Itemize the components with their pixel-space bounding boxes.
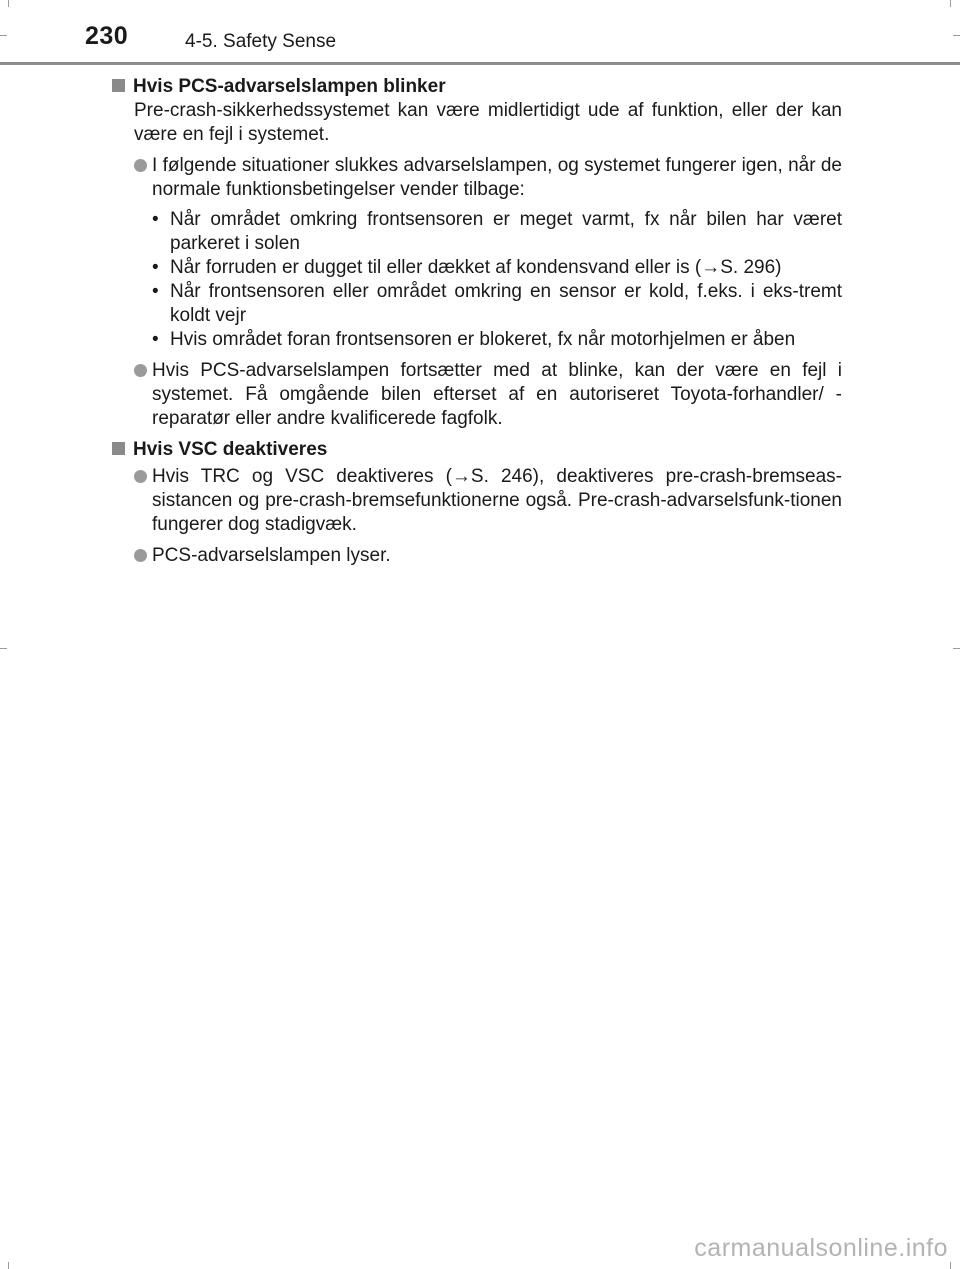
crop-mark	[953, 35, 960, 36]
bullet-text: Hvis PCS-advarselslampen fortsætter med at blinke, kan der være en fejl i systemet. Få omgående bilen efterset af en autoriseret Toyota-forhandler/ -reparatør eller andre kvalificerede fagfolk.	[152, 360, 842, 429]
circle-bullet-icon	[134, 364, 147, 377]
sub-item-text: Når området omkring frontsensoren er meget varmt, fx når bilen har været parkeret i solen	[170, 209, 842, 254]
dot-bullet-icon: •	[152, 281, 159, 302]
sub-list-item	[152, 208, 842, 256]
watermark: carmanualsonline.info	[694, 1234, 948, 1262]
circle-bullet-icon	[134, 549, 147, 562]
sub-item-text: Hvis området foran frontsensoren er blokeret, fx når motorhjelmen er åben	[170, 329, 796, 350]
heading-text: Hvis VSC deaktiveres	[133, 439, 328, 460]
sub-list-item	[152, 280, 842, 328]
circle-bullet-icon	[134, 159, 147, 172]
bullet-text: PCS-advarselslampen lyser.	[152, 545, 391, 566]
list-item	[134, 544, 842, 568]
crop-mark	[0, 648, 7, 649]
sub-item-text: Når frontsensoren eller området omkring en sensor er kold, f.eks. i eks-tremt koldt vejr	[170, 281, 842, 326]
bullet-text: I følgende situationer slukkes advarselslampen, og systemet fungerer igen, når de normale funktionsbetingelser vender tilbage:	[152, 155, 842, 200]
section-title: 4-5. Safety Sense	[185, 31, 337, 52]
heading-vsc-deaktiveres	[112, 438, 842, 462]
list-item	[134, 359, 842, 431]
sub-item-text: Når forruden er dugget til eller dækket af kondensvand eller is (→S. 296)	[170, 257, 782, 278]
sub-list	[152, 208, 842, 352]
dot-bullet-icon: •	[152, 329, 159, 350]
crop-mark	[950, 0, 951, 7]
list-item	[134, 154, 842, 202]
crop-mark	[953, 648, 960, 649]
sub-list-item	[152, 328, 842, 352]
sub-list-item	[152, 256, 842, 280]
page-number: 230	[85, 22, 129, 50]
heading-pcs-blinker	[112, 75, 842, 99]
circle-bullet-icon	[134, 470, 147, 483]
heading-text: Hvis PCS-advarselslampen blinker	[133, 76, 446, 97]
crop-mark	[0, 35, 7, 36]
crop-mark	[8, 1262, 9, 1269]
header-rule	[0, 62, 960, 65]
dot-bullet-icon: •	[152, 209, 159, 230]
bullet-text: Hvis TRC og VSC deaktiveres (→S. 246), deaktiveres pre-crash-bremseas-sistancen og pre-crash-bremsefunktionerne også. Pre-crash-advarselsfunk-tionen fungerer dog stadigvæk.	[152, 466, 842, 535]
square-bullet-icon	[112, 442, 125, 455]
page-content	[112, 75, 842, 568]
list-item	[134, 465, 842, 537]
square-bullet-icon	[112, 79, 125, 92]
crop-mark	[8, 0, 9, 7]
dot-bullet-icon: •	[152, 257, 159, 278]
intro-paragraph: Pre-crash-sikkerhedssystemet kan være midlertidigt ude af funktion, eller der kan være en fejl i systemet.	[134, 100, 842, 145]
crop-mark	[950, 1262, 951, 1269]
